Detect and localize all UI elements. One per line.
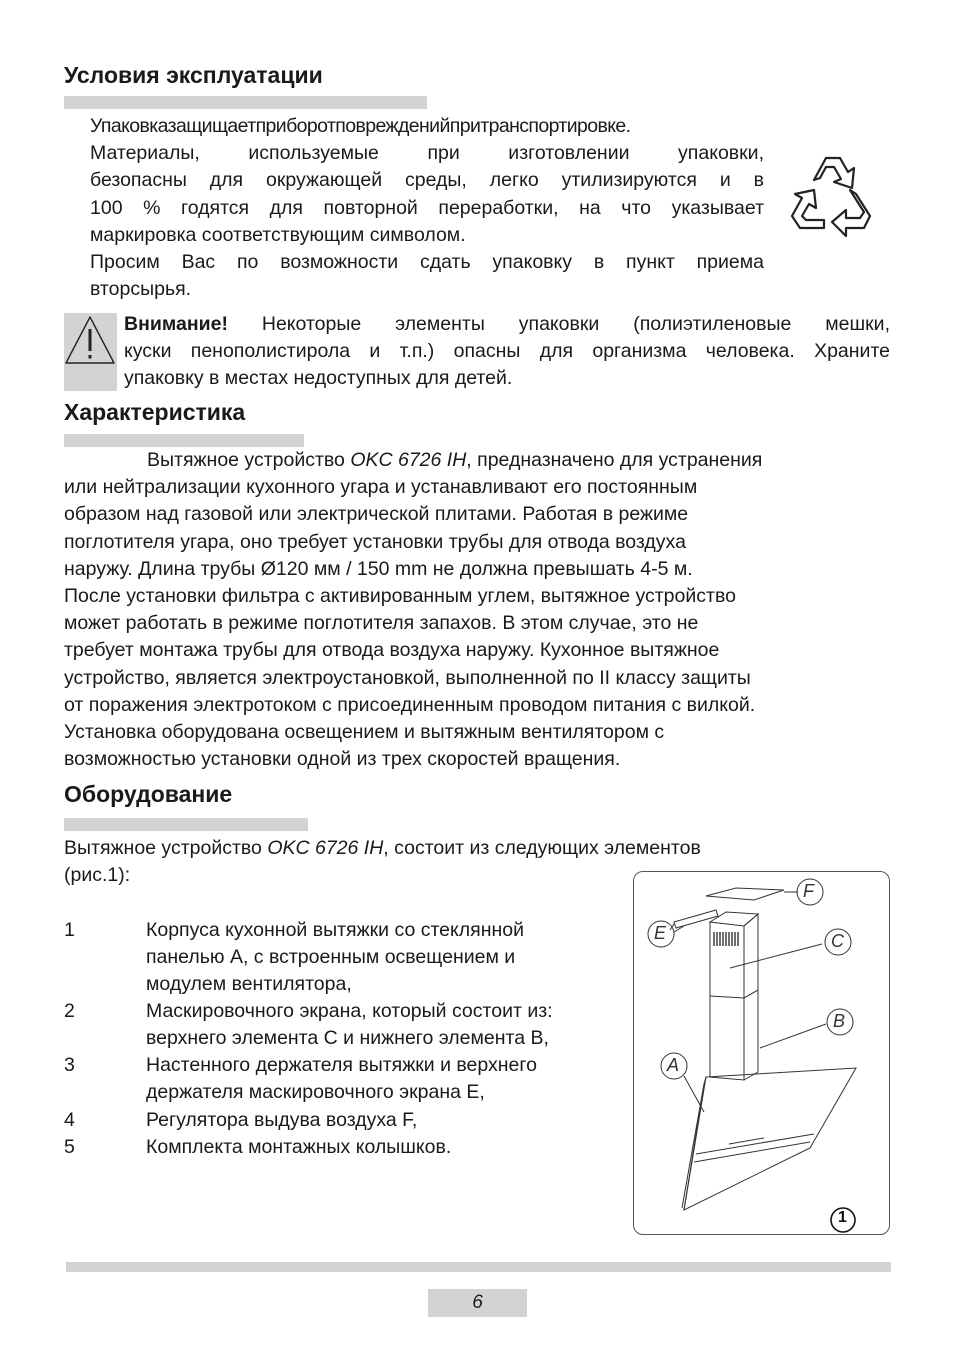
list-item-text: Комплекта монтажных колышков. — [146, 1136, 452, 1158]
text-line: Упаковказащищаетприборотповрежденийпритранспортировке. — [90, 115, 631, 137]
list-item-number: 2 — [64, 1000, 75, 1022]
list-item-number: 4 — [64, 1109, 75, 1131]
text-line: Установка оборудована освещением и вытяжным вентилятором с — [64, 721, 665, 744]
list-item-number: 5 — [64, 1136, 75, 1158]
text-line: или нейтрализации кухонного угара и устанавливают его постоянным — [64, 476, 698, 499]
text-line: поглотителя угара, оно требует установки трубы для отвода воздуха — [64, 530, 686, 553]
figure-label-b: B — [833, 1011, 846, 1031]
warning-text — [124, 311, 890, 393]
list-item-number: 1 — [64, 919, 75, 941]
text-line: устройство, является электроустановкой, выполненной по II классу защиты — [64, 666, 751, 689]
list-item-text: Маскировочного экрана, который состоит из: верхнего элемента C и нижнего элемента B, — [146, 1000, 553, 1050]
text-line: вторсырья. — [90, 278, 192, 301]
packaging-paragraph — [90, 113, 764, 303]
list-item-text: Корпуса кухонной вытяжки со стеклянной панелью A, с встроенным освещением и модулем вентилятора, — [146, 919, 524, 996]
text-line: безопасны для окружающей среды, легко утилизируются и в — [90, 169, 764, 192]
footer-bar — [66, 1262, 891, 1272]
section-underline-bar — [64, 434, 304, 447]
warning-icon — [64, 313, 117, 391]
model-name: OKC 6726 IH — [350, 449, 467, 471]
section-title-operating-conditions: Условия эксплуатации — [64, 62, 323, 88]
text-line: образом над газовой или электрической плитами. Работая в режиме — [64, 503, 689, 526]
text-line: Материалы, используемые при изготовлении упаковки, — [90, 142, 764, 165]
text-line: (рис.1): — [64, 864, 131, 887]
section-title-equipment: Оборудование — [64, 781, 233, 807]
section-underline-bar — [64, 96, 427, 109]
figure-label-f: F — [803, 881, 814, 901]
figure-label-c: C — [831, 931, 844, 951]
list-item-text: Настенного держателя вытяжки и верхнего держателя маскировочного экрана E, — [146, 1054, 537, 1104]
figure-hood-diagram — [633, 871, 890, 1235]
text-line: маркировка соответствующим символом. — [90, 223, 466, 246]
section-underline-bar — [64, 818, 308, 831]
text-line: возможностью установки одной из трех скоростей вращения. — [64, 748, 621, 771]
text-line: После установки фильтра с активированным углем, вытяжное устройство — [64, 585, 736, 608]
page-number: 6 — [428, 1289, 527, 1317]
text-line: от поражения электротоком с присоединенным проводом питания с вилкой. — [64, 693, 756, 716]
text-line: Вытяжное устройство OKC 6726 IH, состоит из следующих элементов — [64, 837, 701, 859]
figure-label-e: E — [654, 923, 667, 943]
text-line: куски пенополистирола и т.п.) опасны для организма человека. Храните — [124, 340, 890, 363]
text-line: требует монтажа трубы для отвода воздуха наружу. Кухонное вытяжное — [64, 639, 720, 662]
figure-label-a: A — [667, 1055, 680, 1075]
section-title-characteristics: Характеристика — [64, 399, 246, 425]
text-line: может работать в режиме поглотителя запахов. В этом случае, это не — [64, 612, 699, 635]
warning-box — [64, 313, 117, 391]
text-line: Внимание! Некоторые элементы упаковки (полиэтиленовые мешки, — [124, 313, 890, 335]
text-line: наружу. Длина трубы Ø120 мм / 150 mm не должна превышать 4-5 м. — [64, 557, 693, 580]
text-line: упаковку в местах недоступных для детей. — [124, 367, 513, 390]
model-name: OKC 6726 IH — [267, 837, 384, 859]
list-item-number: 3 — [64, 1054, 75, 1076]
list-item-text: Регулятора выдува воздуха F, — [146, 1109, 418, 1131]
characteristics-paragraph — [64, 447, 884, 773]
hood-illustration — [634, 872, 888, 1233]
warning-label: Внимание! — [124, 313, 228, 335]
text-line: Просим Вас по возможности сдать упаковку в пункт приема — [90, 251, 764, 274]
figure-number: 1 — [838, 1209, 847, 1226]
text-line: Вытяжное устройство OKC 6726 IH, предназначено для устранения — [147, 449, 763, 471]
text-line: 100 % годятся для повторной переработки, на что указывает — [90, 196, 764, 219]
recycle-icon — [784, 148, 878, 248]
